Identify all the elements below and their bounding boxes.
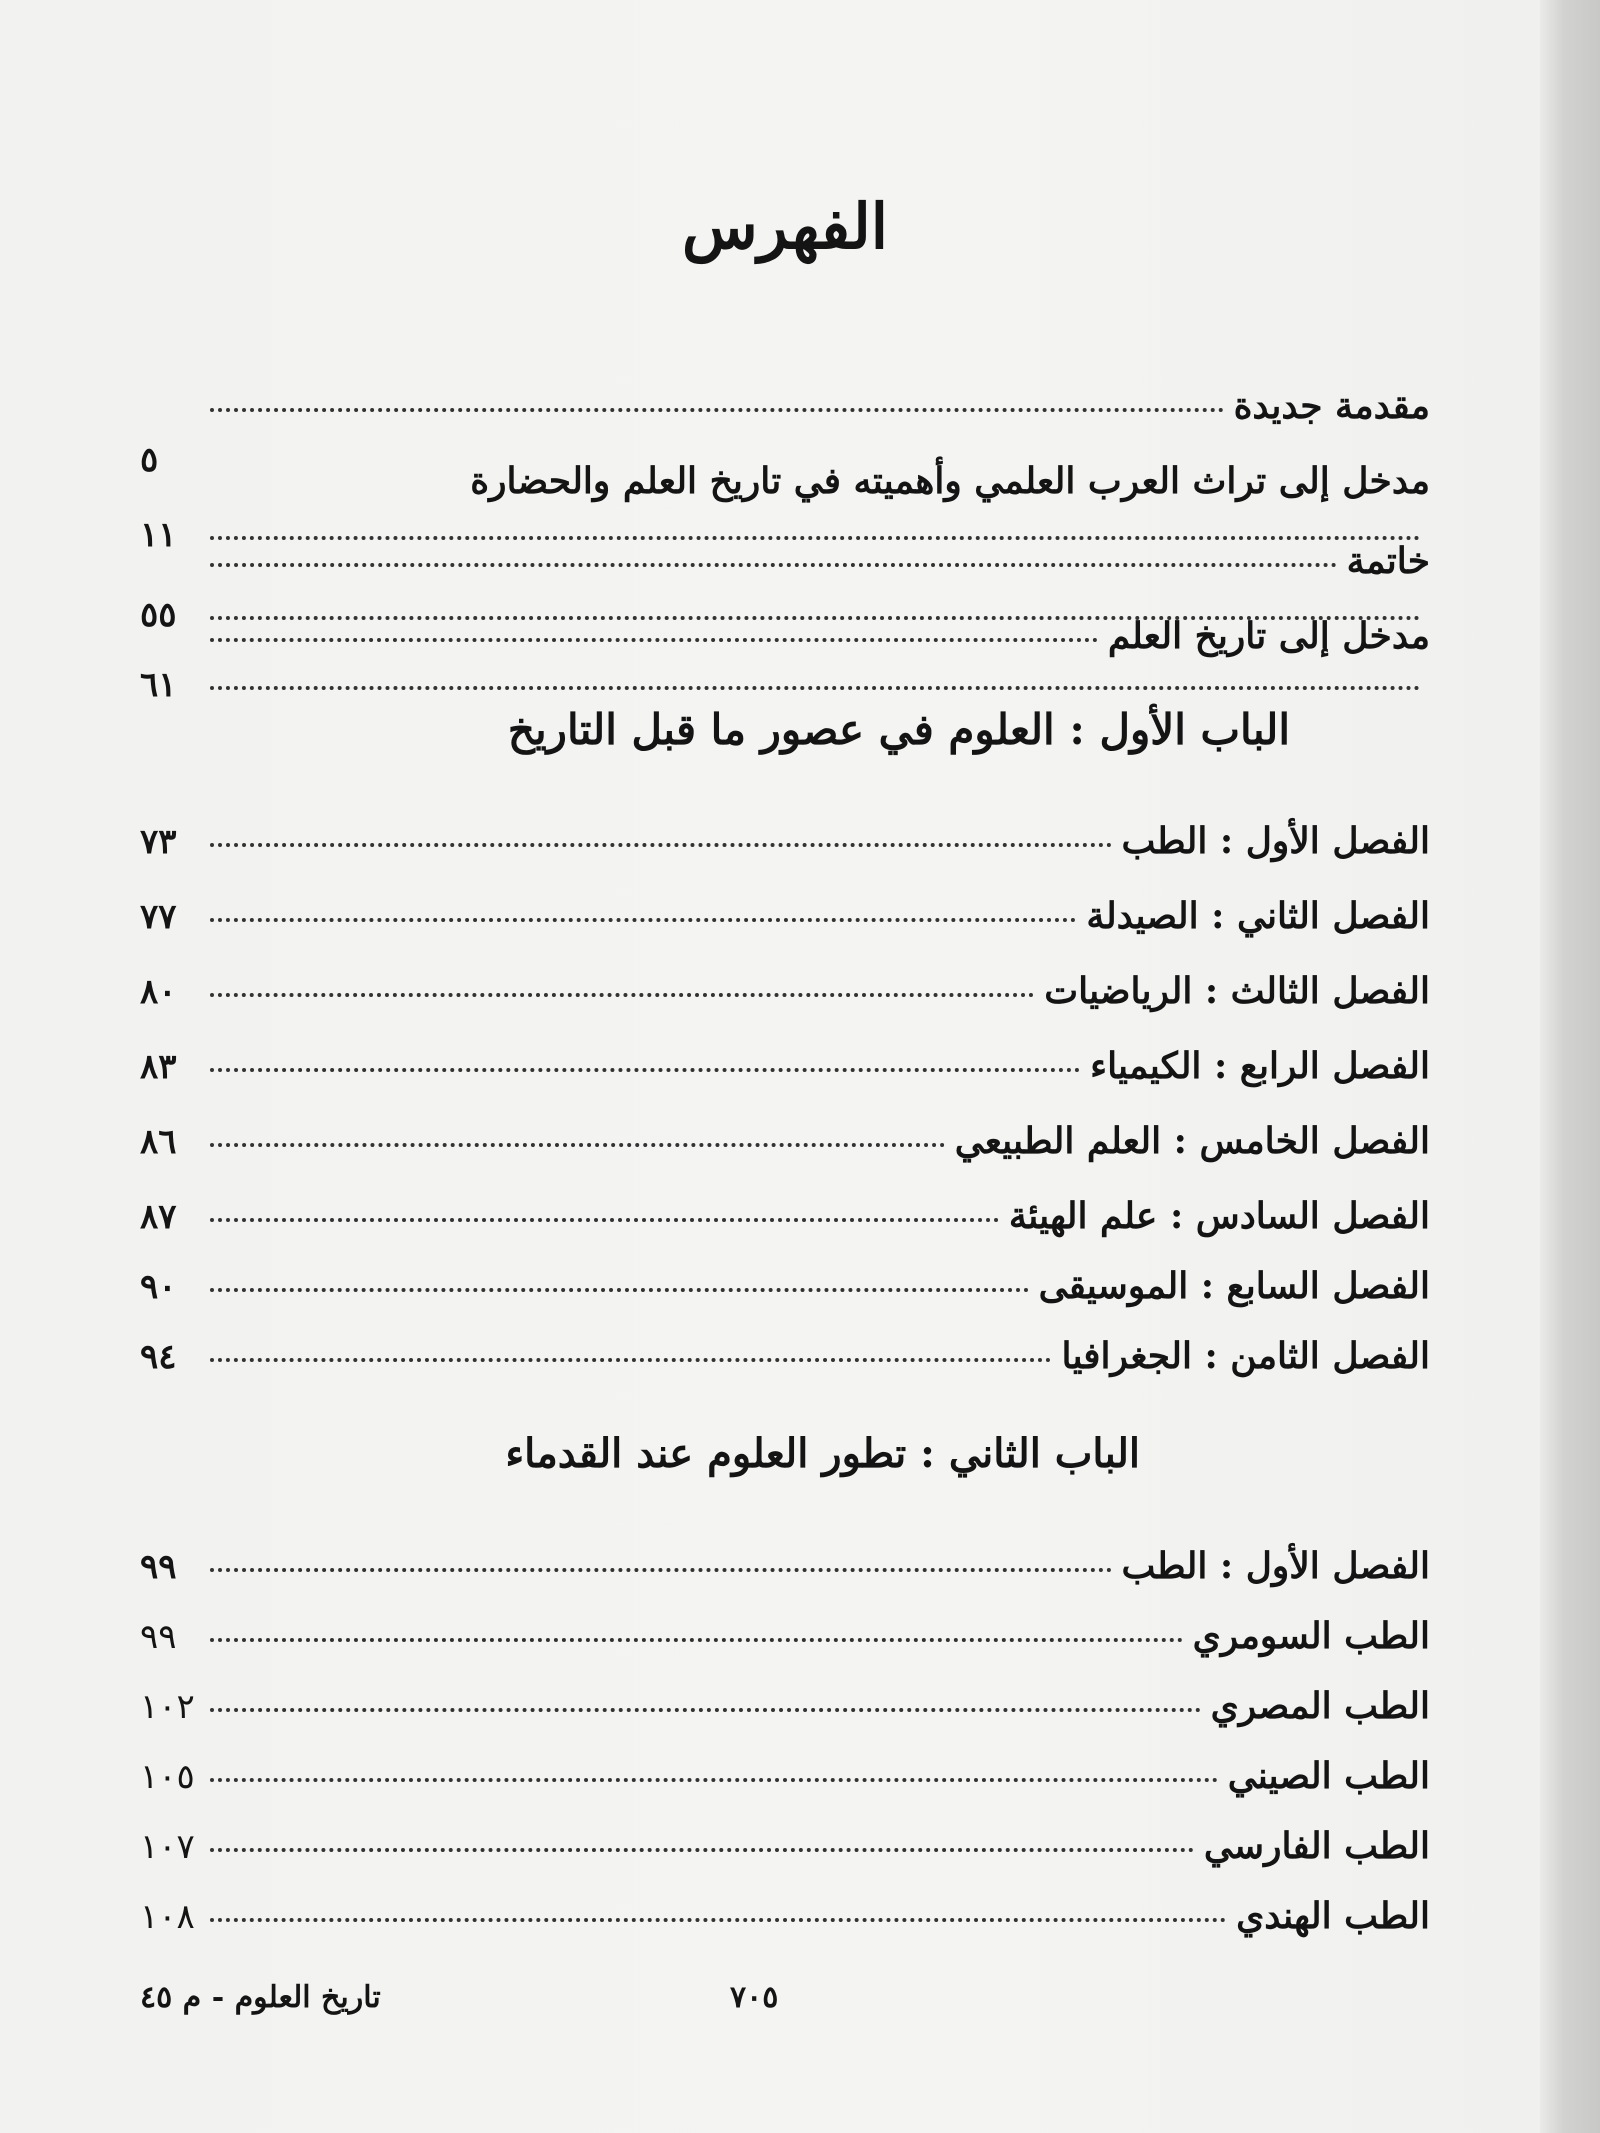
- leader-dots: [210, 1777, 1218, 1782]
- toc-entry-page: ٦١: [140, 665, 177, 705]
- toc-entry: [140, 1335, 1430, 1377]
- toc-entry-label: الفصل الثالث : الرياضيات: [1044, 970, 1430, 1012]
- running-title: تاريخ العلوم - م ٤٥: [140, 1980, 381, 2015]
- toc-entry-label: الفصل الأول : الطب: [1121, 820, 1430, 862]
- toc-entry-page: ٩٠: [140, 1267, 177, 1307]
- toc-entry-page: ١٠٥: [140, 1757, 195, 1797]
- toc-entry-page: ١٠٨: [140, 1897, 195, 1937]
- toc-entry-page: ٨٧: [140, 1197, 177, 1237]
- toc-entry-label: الفصل الأول : الطب: [1121, 1545, 1430, 1587]
- leader-dots: [210, 1847, 1194, 1852]
- toc-entry-page: ١١: [140, 515, 177, 555]
- toc-entry-page: ٧٧: [140, 897, 177, 937]
- toc-entry: [140, 1265, 1430, 1307]
- toc-entry-page: ٥٥: [140, 595, 177, 635]
- toc-entry-page: ٩٤: [140, 1337, 177, 1377]
- toc-entry-label: الطب الفارسي: [1203, 1825, 1430, 1867]
- toc-entry-page-only: [140, 665, 1430, 705]
- toc-entry: [140, 1045, 1430, 1087]
- toc-entry-label: الفصل السابع : الموسيقى: [1038, 1265, 1430, 1307]
- toc-entry-label: الفصل الخامس : العلم الطبيعي: [954, 1120, 1430, 1162]
- toc-entry: [140, 820, 1430, 862]
- toc-entry: [140, 385, 1430, 427]
- toc-entry: [140, 1825, 1430, 1867]
- toc-entry: [140, 970, 1430, 1012]
- leader-dots: [210, 407, 1224, 412]
- toc-entry: [140, 895, 1430, 937]
- toc-entry: [140, 1615, 1430, 1657]
- toc-entry-label: مقدمة جديدة: [1233, 385, 1430, 427]
- toc-entry-label: الطب السومري: [1192, 1615, 1430, 1657]
- leader-dots: [210, 562, 1337, 567]
- toc-entry-page: ٥: [140, 440, 159, 480]
- leader-dots: [210, 1217, 999, 1222]
- toc-entry-label: الفصل الرابع : الكيمياء: [1090, 1045, 1430, 1087]
- toc-entry-page: ٩٩: [140, 1547, 177, 1587]
- toc-entry-page: ٨٦: [140, 1122, 177, 1162]
- page-title: الفهرس: [682, 190, 888, 263]
- leader-dots: [210, 1917, 1226, 1922]
- toc-entry-label: الطب المصري: [1210, 1685, 1430, 1727]
- leader-dots: [210, 1637, 1183, 1642]
- toc-entry-page: ٨٣: [140, 1047, 177, 1087]
- page-number: ٧٠٥: [730, 1980, 779, 2015]
- leader-dots: [210, 1357, 1051, 1362]
- part-heading: [505, 1430, 1140, 1477]
- toc-entry: [140, 615, 1430, 657]
- part-heading: [508, 705, 1290, 754]
- part-heading-text: الباب الأول : العلوم في عصور ما قبل التاريخ: [507, 705, 1290, 754]
- leader-dots: [210, 842, 1112, 847]
- table-of-contents: [140, 0, 1430, 2133]
- leader-dots: [210, 992, 1034, 997]
- toc-entry-label: مدخل إلى تاريخ العلم: [1107, 615, 1430, 657]
- toc-entry: [140, 1895, 1430, 1937]
- toc-entry-page: ٨٠: [140, 972, 177, 1012]
- leader-dots: [210, 1142, 945, 1147]
- leader-dots: [210, 685, 1420, 690]
- toc-entry-label: خاتمة: [1346, 540, 1430, 582]
- toc-entry-label: مدخل إلى تراث العرب العلمي وأهميته في تاريخ العلم والحضارة: [470, 460, 1430, 502]
- page-edge: [1540, 0, 1600, 2133]
- toc-entry-label: الطب الصيني: [1227, 1755, 1430, 1797]
- toc-entry: [140, 1545, 1430, 1587]
- leader-dots: [210, 1067, 1080, 1072]
- toc-entry: [140, 1755, 1430, 1797]
- toc-entry-label: الفصل الثاني : الصيدلة: [1086, 895, 1430, 937]
- toc-entry: [140, 460, 1430, 502]
- part-heading-text: الباب الثاني : تطور العلوم عند القدماء: [505, 1430, 1140, 1477]
- leader-dots: [210, 917, 1076, 922]
- toc-entry-page: ٧٣: [140, 822, 177, 862]
- toc-entry-page: ١٠٢: [140, 1687, 195, 1727]
- toc-entry: [140, 540, 1430, 582]
- toc-entry: [140, 1195, 1430, 1237]
- leader-dots: [210, 637, 1098, 642]
- toc-entry-page: ٩٩: [140, 1617, 177, 1657]
- toc-entry-label: الطب الهندي: [1236, 1895, 1430, 1937]
- toc-entry: [140, 1685, 1430, 1727]
- toc-entry: [140, 1120, 1430, 1162]
- leader-dots: [210, 1567, 1112, 1572]
- leader-dots: [210, 1287, 1029, 1292]
- toc-entry-label: الفصل الثامن : الجغرافيا: [1061, 1335, 1430, 1377]
- leader-dots: [210, 1707, 1201, 1712]
- toc-entry-page: ١٠٧: [140, 1827, 195, 1867]
- toc-entry-label: الفصل السادس : علم الهيئة: [1008, 1195, 1430, 1237]
